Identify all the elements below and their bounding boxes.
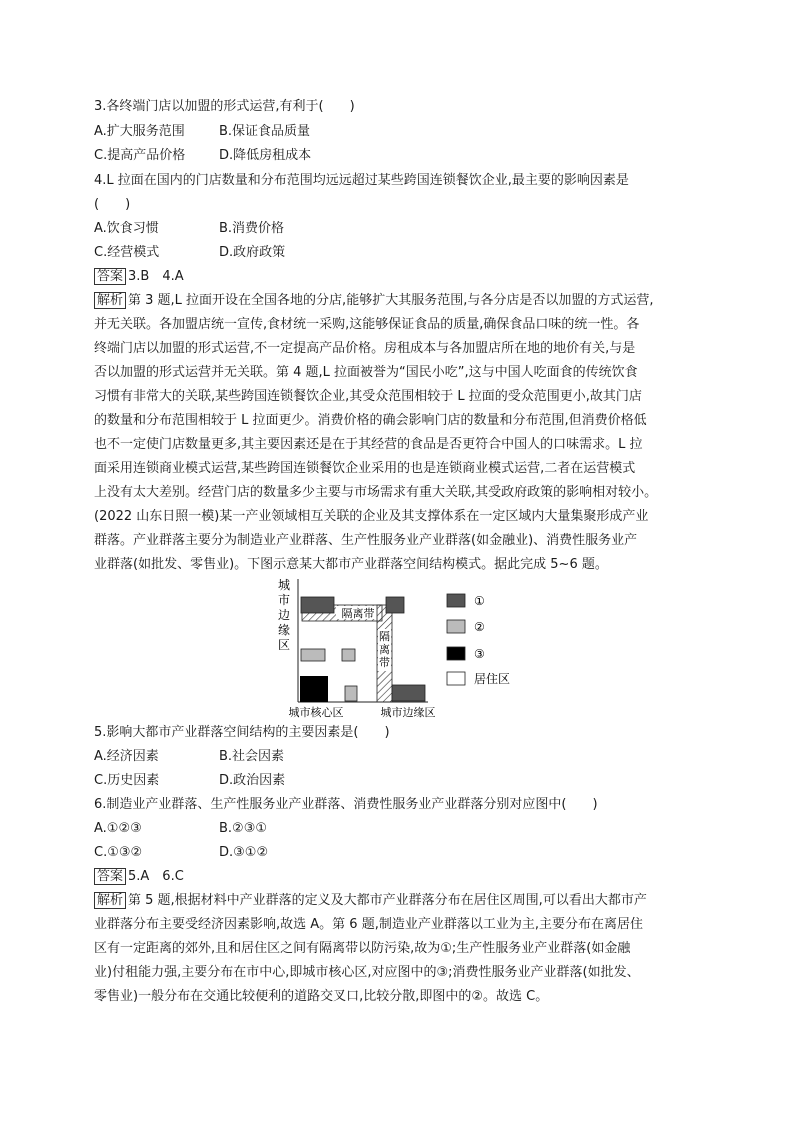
legend-swatch (447, 672, 465, 685)
q3-option-a: A.扩大服务范围 (94, 124, 185, 139)
answer-text: 5.A 6.C (128, 869, 184, 884)
isolation-belt-label-char: 离 (379, 643, 390, 656)
analysis-line: 零售业)一般分布在交通比较便利的道路交叉口,比较分散,即图中的②。故选 C。 (94, 989, 549, 1004)
cluster-1-block (392, 685, 425, 701)
question-3-stem: 3.各终端门店以加盟的形式运营,有利于( ) (94, 99, 355, 114)
q3-option-d: D.降低房租成本 (219, 148, 312, 163)
x-axis-right-label: 城市边缘区 (380, 706, 436, 719)
isolation-belt-label-char: 带 (379, 656, 390, 669)
answer-text: 3.B 4.A (128, 269, 184, 284)
y-axis-label-char: 市 (277, 593, 291, 607)
cluster-2-block (342, 649, 355, 661)
analysis-line: 的数量和分布范围相较于 L 拉面更少。消费价格的确会影响门店的数量和分布范围,但消费价格低 (94, 413, 647, 428)
analysis-line: 业群落分布主要受经济因素影响,故选 A。第 6 题,制造业产业群落以工业为主,主要分布在离居住 (94, 917, 643, 932)
q5-option-c: C.历史因素 (94, 773, 160, 788)
legend-swatch (447, 620, 465, 633)
q6-option-d: D.③①② (219, 845, 269, 860)
material-line: 群落。产业群落主要分为制造业产业群落、生产性服务业产业群落(如金融业)、消费性服务业产 (94, 533, 638, 548)
q6-option-b: B.②③① (219, 821, 268, 836)
question-5-stem: 5.影响大都市产业群落空间结构的主要因素是( ) (94, 725, 390, 740)
q3-option-c: C.提高产品价格 (94, 148, 186, 163)
cluster-1-block (301, 597, 334, 613)
q6-option-c: C.①③② (94, 845, 143, 860)
q6-option-a: A.①②③ (94, 821, 142, 836)
y-axis-label-char: 区 (277, 638, 291, 652)
legend-label: ③ (474, 647, 485, 661)
legend-label: 居住区 (474, 672, 511, 686)
legend-swatch (447, 647, 465, 660)
cluster-3-block (300, 676, 328, 702)
q5-option-a: A.经济因素 (94, 749, 159, 764)
analysis-line: 区有一定距离的郊外,且和居住区之间有隔离带以防污染,故为①;生产性服务业产业群落(如金融 (94, 941, 631, 956)
analysis-line: 解析 第 5 题,根据材料中产业群落的定义及大都市产业群落分布在居住区周围,可以看出大都市产 (94, 892, 647, 910)
analysis-line: 习惯有非常大的关联,某些跨国连锁餐饮企业,其受众范围相较于 L 拉面的受众范围更小,故其门店 (94, 389, 642, 404)
q4-option-b: B.消费价格 (219, 221, 285, 236)
industry-cluster-diagram (270, 574, 530, 722)
q5-option-d: D.政治因素 (219, 773, 286, 788)
analysis-tag: 解析 (94, 292, 126, 309)
cluster-2-block (301, 649, 325, 661)
question-4-stem: 4.L 拉面在国内的门店数量和分布范围均远远超过某些跨国连锁餐饮企业,最主要的影响因素是 (94, 173, 629, 188)
q4-option-d: D.政府政策 (219, 245, 286, 260)
analysis-line: 解析 第 3 题,L 拉面开设在全国各地的分店,能够扩大其服务范围,与各分店是否以加盟的方式运营, (94, 292, 653, 310)
y-axis-label-char: 缘 (277, 623, 291, 637)
q4-option-a: A.饮食习惯 (94, 221, 159, 236)
x-axis-left-label: 城市核心区 (288, 706, 344, 719)
cluster-2-block (345, 686, 357, 701)
material-line: 业群落(如批发、零售业)。下图示意某大都市产业群落空间结构模式。据此完成 5~6 题。 (94, 557, 608, 572)
isolation-belt-label: 隔离带 (341, 607, 375, 620)
analysis-line: 面采用连锁商业模式运营,某些跨国连锁餐饮企业采用的也是连锁商业模式运营,二者在运营模式 (94, 461, 636, 476)
material-line: (2022 山东日照一模)某一产业领域相互关联的企业及其支撑体系在一定区域内大量集聚形成产业 (94, 509, 649, 524)
analysis-line: 业)付租能力强,主要分布在市中心,即城市核心区,对应图中的③;消费性服务业产业群落(如批发、 (94, 965, 640, 980)
cluster-1-block (386, 597, 404, 613)
answer-tag: 答案 (94, 268, 126, 285)
analysis-line: 终端门店以加盟的形式运营,不一定提高产品价格。房租成本与各加盟店所在地的地价有关,与是 (94, 341, 636, 356)
analysis-line: 上没有太大差别。经营门店的数量多少主要与市场需求有重大关联,其受政府政策的影响相对较小。 (94, 485, 658, 500)
question-6-stem: 6.制造业产业群落、生产性服务业产业群落、消费性服务业产业群落分别对应图中( ) (94, 797, 598, 812)
analysis-line: 并无关联。各加盟店统一宣传,食材统一采购,这能够保证食品的质量,确保食品口味的统一性。各 (94, 317, 640, 332)
analysis-line: 否以加盟的形式运营并无关联。第 4 题,L 拉面被誉为“国民小吃”,这与中国人吃面食的传统饮食 (94, 365, 638, 380)
y-axis-label-char: 城 (277, 578, 291, 592)
answer-block-1 (94, 268, 184, 286)
isolation-belt-label-char: 隔 (379, 630, 390, 643)
y-axis-label-char: 边 (277, 608, 291, 622)
q4-option-c: C.经营模式 (94, 245, 160, 260)
analysis-tag: 解析 (94, 892, 126, 909)
legend-label: ① (474, 594, 485, 608)
answer-block-2 (94, 868, 184, 886)
legend-swatch (447, 594, 465, 607)
q3-option-b: B.保证食品质量 (219, 124, 311, 139)
analysis-line: 也不一定使门店数量更多,其主要因素还是在于其经营的食品是否更符合中国人的口味需求。L 拉 (94, 437, 643, 452)
q5-option-b: B.社会因素 (219, 749, 285, 764)
answer-tag: 答案 (94, 868, 126, 885)
question-4-paren: ( ) (94, 197, 131, 212)
legend-label: ② (474, 620, 485, 634)
